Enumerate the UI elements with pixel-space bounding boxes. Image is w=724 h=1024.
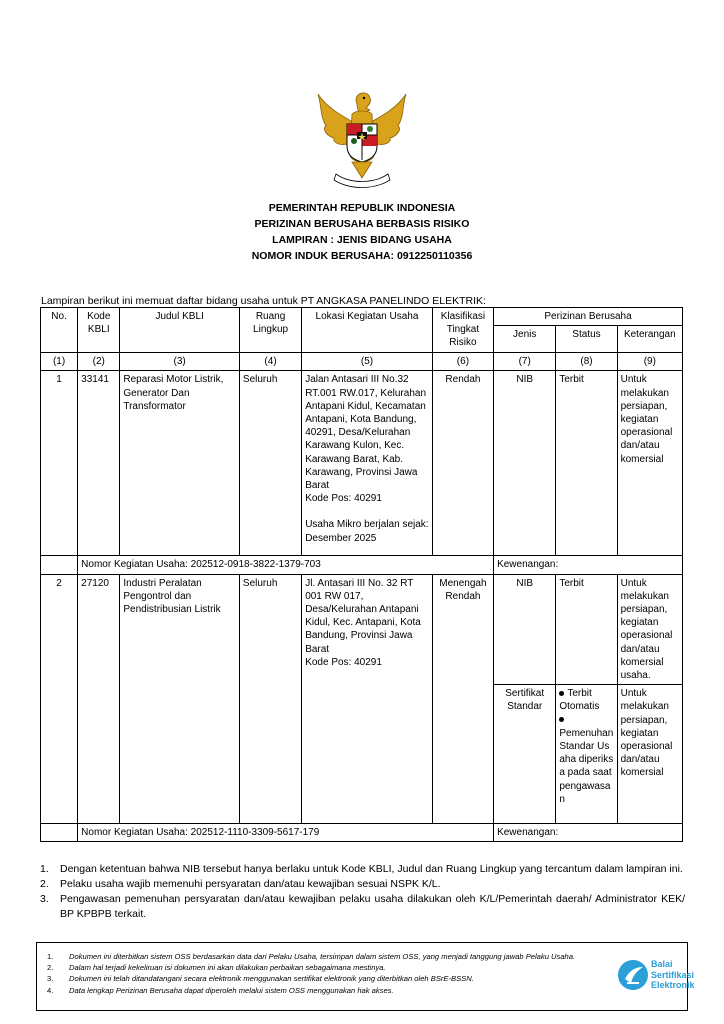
table-index-row [41,353,683,371]
row-lokasi [302,371,433,556]
col-header-ruang: Ruang Lingkup [239,308,301,353]
row-jenis: NIB [494,371,556,556]
row-no: 2 [41,574,78,824]
row-judul: Reparasi Motor Listrik, Generator Dan Transformator [120,371,240,556]
index-cell: (8) [556,353,617,371]
row-status: Terbit [556,371,617,556]
row-risiko: Menengah Rendah [432,574,493,824]
row-lokasi [302,574,433,824]
col-header-klasifikasi: Klasifikasi Tingkat Risiko [432,308,493,353]
garuda-emblem-icon [312,86,412,192]
document-footer [36,942,695,1011]
row-ruang: Seluruh [239,574,301,824]
col-header-jenis: Jenis [494,326,556,353]
row-no: 1 [41,371,78,556]
heading-lampiran: LAMPIRAN : JENIS BIDANG USAHA [272,234,452,246]
footer-note: 3. Dokumen ini telah ditandatangani secara elektronik menggunakan sertifikat elektronik yang diterbitkan oleh BSrE-BSSN. [47,974,474,984]
row-status-sertifikat [556,685,617,824]
kbli-table [40,307,683,842]
index-cell: (7) [494,353,556,371]
heading-nib: NOMOR INDUK BERUSAHA: 0912250110356 [251,250,473,262]
nomor-kegiatan-usaha: Nomor Kegiatan Usaha: 202512-0918-3822-1379-703 [78,556,494,574]
kewenangan: Kewenangan: [494,824,683,842]
row-keterangan: Untuk melakukan persiapan, kegiatan operasional dan/atau komersial usaha. [617,574,682,685]
table-row [41,574,683,685]
heading-perizinan: PERIZINAN BERUSAHA BERBASIS RISIKO [254,218,470,230]
index-cell: (9) [617,353,682,371]
table-row [41,371,683,556]
table-row-footer [41,824,683,842]
table-row-footer [41,556,683,574]
index-cell: (3) [120,353,240,371]
bsre-logo-text: Balai Sertifikasi Elektronik [651,959,695,990]
col-header-no: No. [41,308,78,353]
nomor-kegiatan-usaha: Nomor Kegiatan Usaha: 202512-1110-3309-5617-179 [78,824,494,842]
status-item: Pemenuhan Standar Usaha diperiksa pada saat pengawasan [559,714,613,806]
row-keterangan-sertifikat: Untuk melakukan persiapan, kegiatan operasional dan/atau komersial [617,685,682,824]
intro-text: Lampiran berikut ini memuat daftar bidang usaha untuk PT ANGKASA PANELINDO ELEKTRIK: [41,295,486,307]
list-item: 3. Pengawasan pemenuhan persyaratan dan/atau kewajiban pelaku usaha dilakukan oleh K/L/Pemerintah daerah/ Administrator KEK/ BP KPBPB terkait. [40,893,685,920]
bullet-icon [559,717,564,722]
col-header-perizinan: Perizinan Berusaha [494,308,683,326]
document-heading [0,200,724,264]
row-usaha-mikro: Usaha Mikro berjalan sejak: Desember 2025 [305,519,429,544]
col-header-kode: Kode KBLI [78,308,120,353]
row-judul: Industri Peralatan Pengontrol dan Pendistribusian Listrik [120,574,240,824]
row-kode: 27120 [78,574,120,824]
row-lokasi-kodepos: Kode Pos: 40291 [305,493,382,505]
footer-note: 2. Dalam hal terjadi kekeliruan isi dokumen ini akan dilakukan perbaikan sebagaimana mestinya. [47,963,386,973]
footer-note: 1. Dokumen ini diterbitkan sistem OSS berdasarkan data dari Pelaku Usaha, tersimpan dalam sistem OSS, yang menjadi tanggung jawab Pelaku Usaha. [47,952,576,961]
row-kode: 33141 [78,371,120,556]
col-header-keterangan: Keterangan [617,326,682,353]
heading-government: PEMERINTAH REPUBLIK INDONESIA [268,202,456,214]
kewenangan: Kewenangan: [494,556,683,574]
provisions-list [40,862,685,922]
index-cell: (2) [78,353,120,371]
index-cell: (4) [239,353,301,371]
row-status: Terbit [556,574,617,685]
col-header-status: Status [556,326,617,353]
row-jenis-sertifikat: Sertifikat Standar [494,685,556,824]
status-item: Terbit Otomatis [559,688,600,713]
bsre-logo-icon [617,957,649,995]
list-item: 1. Dengan ketentuan bahwa NIB tersebut hanya berlaku untuk Kode KBLI, Judul dan Ruang Lingkup yang tercantum dalam lampiran ini. [40,863,683,875]
index-cell: (5) [302,353,433,371]
col-header-lokasi: Lokasi Kegiatan Usaha [302,308,433,353]
footer-notes [47,951,592,996]
row-ruang: Seluruh [239,371,301,556]
index-cell: (6) [432,353,493,371]
list-item: 2. Pelaku usaha wajib memenuhi persyaratan dan/atau kewajiban sesuai NSPK K/L. [40,878,441,890]
col-header-judul: Judul KBLI [120,308,240,353]
row-lokasi-address: Jl. Antasari III No. 32 RT 001 RW 017, Desa/Kelurahan Antapani Kidul, Kec. Antapani, Kota Bandung, Provinsi Jawa Barat [305,577,421,655]
table-header-row [41,308,683,326]
footer-note: 4. Data lengkap Perizinan Berusaha dapat diperoleh melalui sistem OSS menggunakan hak akses. [47,985,394,995]
row-jenis: NIB [494,574,556,685]
row-risiko: Rendah [432,371,493,556]
row-lokasi-address: Jalan Antasari III No.32 RT.001 RW.017, Kelurahan Antapani Kidul, Kecamatan Antapani, Kota Bandung, 40291, Desa/Kelurahan Karawang Kulon, Kec. Karawang Barat, Kab. Karawang, Provinsi Jawa Barat [305,374,427,492]
index-cell: (1) [41,353,78,371]
row-lokasi-kodepos: Kode Pos: 40291 [305,656,382,668]
bullet-icon [559,691,564,696]
bsre-logo [617,955,695,999]
row-keterangan: Untuk melakukan persiapan, kegiatan operasional dan/atau komersial [617,371,682,556]
